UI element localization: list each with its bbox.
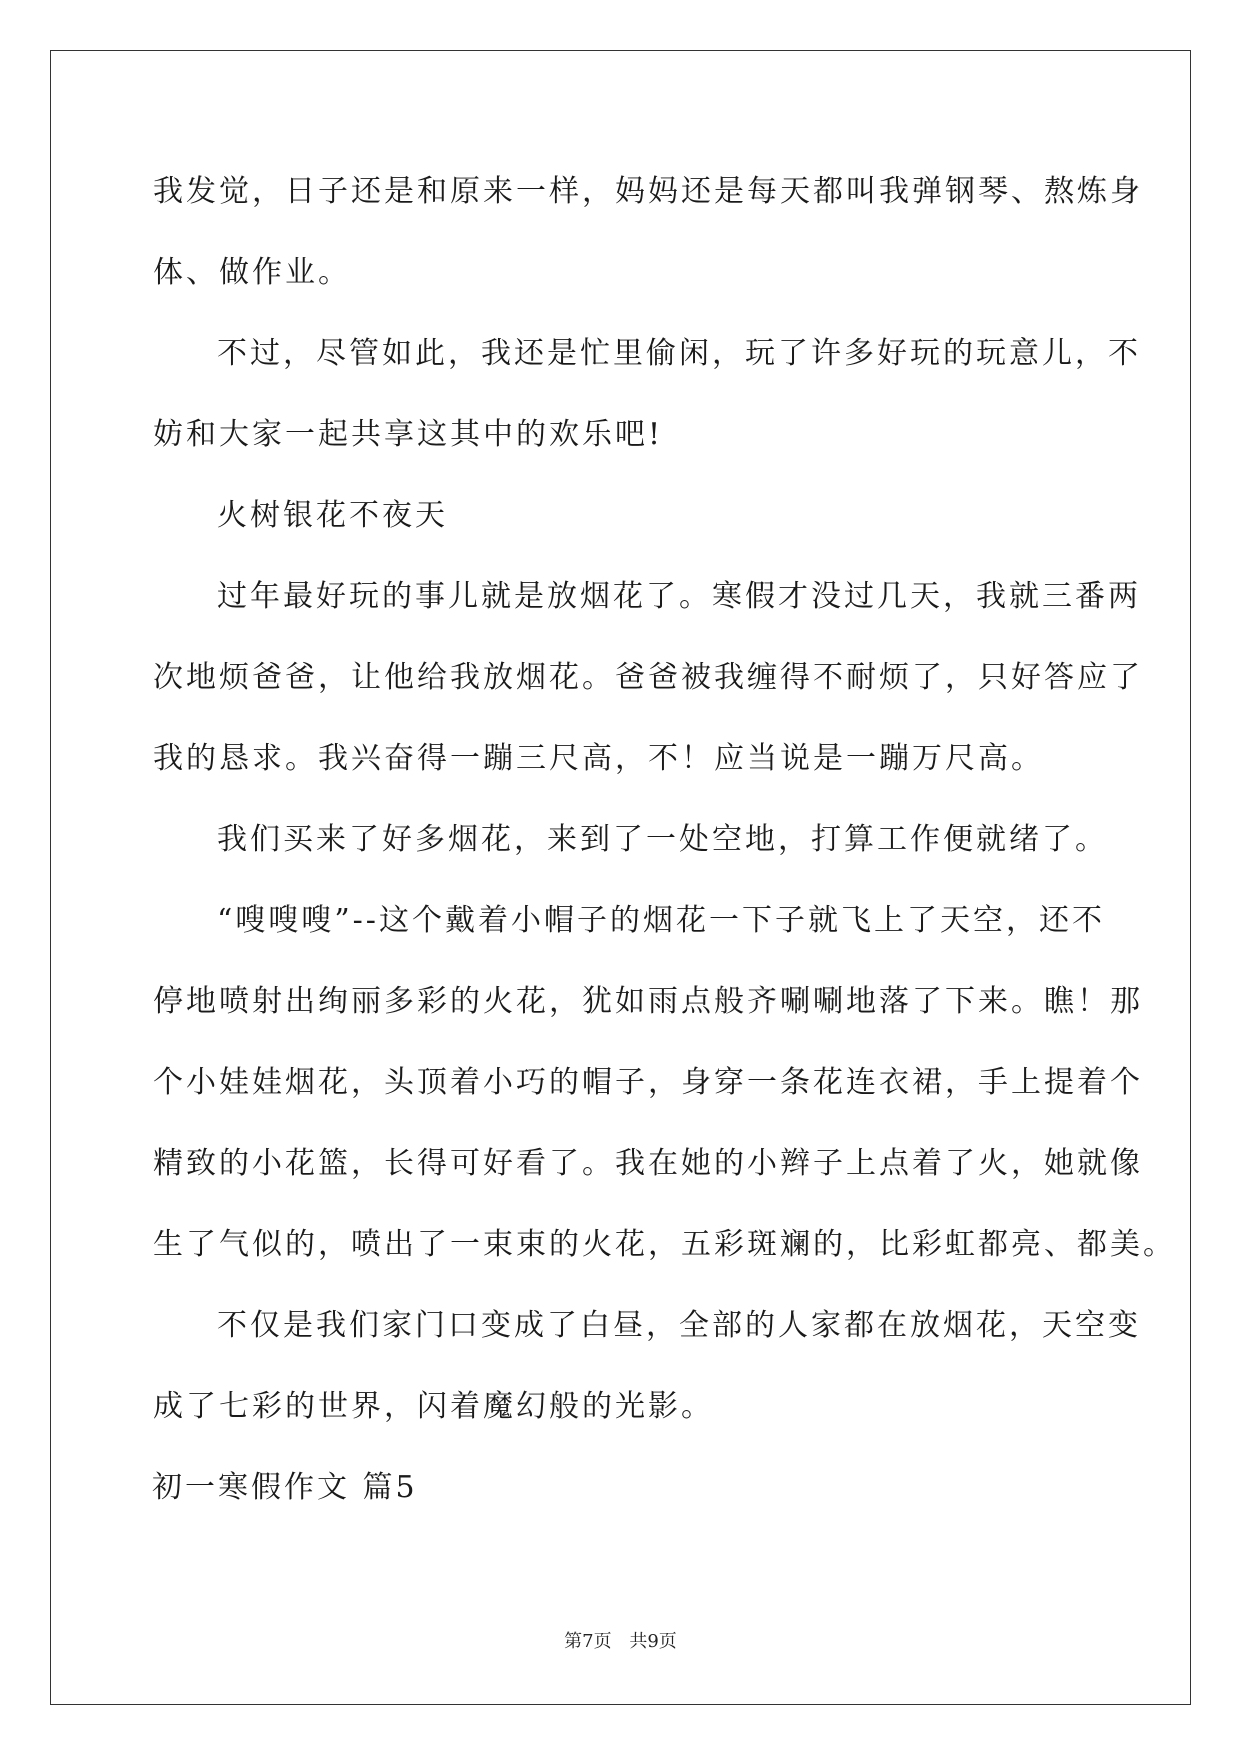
subheading-line: 火树银花不夜天	[217, 498, 448, 533]
page-number-current: 第7页	[564, 1631, 612, 1652]
text-line-15: 不仅是我们家门口变成了白昼，全部的人家都在放烟花，天空变	[217, 1308, 1141, 1343]
text-line-8: 我的恳求。我兴奋得一蹦三尺高，不！应当说是一蹦万尺高。	[153, 741, 1044, 776]
text-line-3: 不过，尽管如此，我还是忙里偷闲，玩了许多好玩的玩意儿，不	[217, 336, 1141, 371]
text-line-10: “嗖嗖嗖”--这个戴着小帽子的烟花一下子就飞上了天空，还不	[217, 903, 1105, 938]
text-line-6: 过年最好玩的事儿就是放烟花了。寒假才没过几天，我就三番两	[217, 579, 1141, 614]
text-line-16: 成了七彩的世界，闪着魔幻般的光影。	[153, 1389, 714, 1424]
section-heading: 初一寒假作文 篇5	[152, 1470, 418, 1505]
text-line-12: 个小娃娃烟花，头顶着小巧的帽子，身穿一条花连衣裙，手上提着个	[153, 1065, 1143, 1100]
document-body	[152, 158, 1176, 1535]
text-line-2: 体、做作业。	[153, 255, 351, 290]
text-line-14: 生了气似的，喷出了一束束的火花，五彩斑斓的，比彩虹都亮、都美。	[153, 1227, 1176, 1262]
text-line-13: 精致的小花篮，长得可好看了。我在她的小辫子上点着了火，她就像	[153, 1146, 1143, 1181]
text-line-1: 我发觉，日子还是和原来一样，妈妈还是每天都叫我弹钢琴、熬炼身	[153, 174, 1143, 209]
text-line-4: 妨和大家一起共享这其中的欢乐吧!	[153, 417, 664, 452]
text-line-9: 我们买来了好多烟花，来到了一处空地，打算工作便就绪了。	[217, 822, 1108, 857]
text-line-7: 次地烦爸爸，让他给我放烟花。爸爸被我缠得不耐烦了，只好答应了	[153, 660, 1143, 695]
page-footer	[0, 1630, 1241, 1654]
text-line-11: 停地喷射出绚丽多彩的火花，犹如雨点般齐唰唰地落了下来。瞧！那	[153, 984, 1143, 1019]
page-number-total: 共9页	[629, 1631, 677, 1652]
